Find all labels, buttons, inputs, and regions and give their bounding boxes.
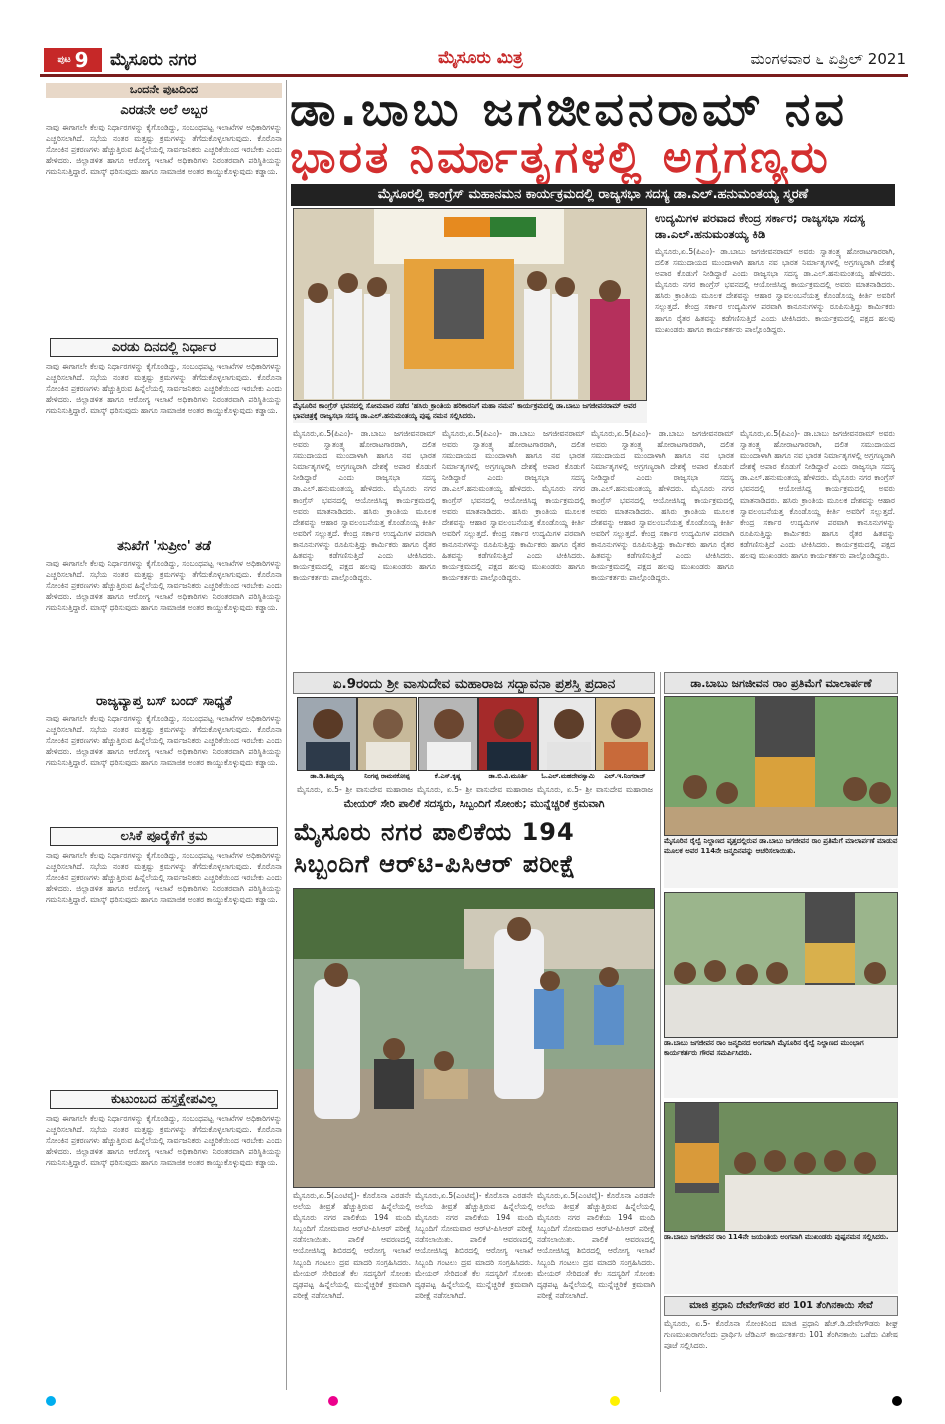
page-number: 9 xyxy=(74,48,89,72)
cyan-mark xyxy=(46,1396,56,1406)
award-name-5: ಓ.ಎಲ್.ಮಹದೇವಸ್ವಾಮಿ xyxy=(541,772,595,780)
main-headline-line1: ಡಾ.ಬಾಬು ಜಗಜೀವನರಾಮ್ ನವ xyxy=(290,82,848,134)
award-portrait-2 xyxy=(357,697,417,771)
award-portrait-4 xyxy=(478,697,538,771)
award-body-2: ಮೈಸೂರು, ಏ.5- ಶ್ರೀ ವಾಸುದೇವ ಮಹಾರಾಜ xyxy=(417,785,533,794)
issue-date: ಮಂಗಳವಾರ ೬ ಏಪ್ರಿಲ್ 2021 xyxy=(750,50,906,68)
rtpcr-photo xyxy=(293,888,655,1188)
award-name-4: ಡಾ.ಬಿ.ವಿ.ಮೂರ್ತಿ xyxy=(488,772,528,780)
black-mark xyxy=(892,1396,902,1406)
portrait-image xyxy=(419,698,478,771)
column-rule-right xyxy=(660,672,661,1392)
award-name-2: ನಿಂಗಪ್ಪ ರಾಮನಕೋಪ್ಪ xyxy=(364,772,410,780)
award-name-3: ಕೆ.ಎಸ್.ಕೃಷ್ಣ xyxy=(434,772,462,780)
left-body-2: ನಾವು ಈಗಾಗಲೇ ಕೆಲವು ನಿರ್ಧಾರಗಳನ್ನು ಕೈಗೊಂಡಿದ್ದು, ಸಂಬಂಧಪಟ್ಟ ಇಲಾಖೆಗಳ ಅಧಿಕಾರಿಗಳನ್ನು ಎಚ್ಚರಿಸಲಾಗಿದೆ. ಸಭೆಯ ನಂತರ ಮತ್ತಷ್ಟು ಕ್ರಮಗಳನ್ನು ತೆಗೆದುಕೊಳ್ಳಲಾಗುವುದು. ಕೊರೊನಾ ಸೋಂಕಿನ ಪ್ರಕರಣಗಳು ಹೆಚ್ಚುತ್ತಿರುವ ಹಿನ್ನೆಲೆಯಲ್ಲಿ ಸಾರ್ವಜನಿಕರು ಎಚ್ಚರಿಕೆಯಿಂದ ಇರಬೇಕು ಎಂದು ಹೇಳಿದರು. ಜಿಲ್ಲಾಡಳಿತ ಹಾಗೂ ಆರೋಗ್ಯ ಇಲಾಖೆ ಅಧಿಕಾರಿಗಳು ನಿರಂತರವಾಗಿ ಪರಿಸ್ಥಿತಿಯನ್ನು ಗಮನಿಸುತ್ತಿದ್ದಾರೆ. ಮಾಸ್ಕ್ ಧರಿಸುವುದು ಹಾಗೂ ಸಾಮಾಜಿಕ ಅಂತರ ಕಾಯ್ದುಕೊಳ್ಳುವುದು ಕಡ್ಡಾಯ. xyxy=(46,362,282,416)
main-strap: ಮೈಸೂರಲ್ಲಿ ಕಾಂಗ್ರೆಸ್ ಮಹಾನಮನ ಕಾರ್ಯಕ್ರಮದಲ್ಲಿ ರಾಜ್ಯಸಭಾ ಸದಸ್ಯ ಡಾ.ಎಲ್.ಹನುಮಂತಯ್ಯ ಸ್ಮರಣೆ xyxy=(291,184,895,206)
award-name-6: ಎಲ್.ಇ.ನಿಂಗರಾಜ್ xyxy=(604,772,646,780)
award-portrait-6 xyxy=(595,697,655,771)
award-portrait-5 xyxy=(538,697,598,771)
section-title: ಮೈಸೂರು ನಗರ xyxy=(110,50,197,70)
main-body-col1: ಮೈಸೂರು,ಏ.5(ಪಿಎಂ)- ಡಾ.ಬಾಬು ಜಗಜೀವನರಾಮ್ ಅವರು ಸ್ವಾತಂತ್ರ್ಯ ಹೋರಾಟಗಾರರಾಗಿ, ದಲಿತ ಸಮುದಾಯದ ಮುಂದಾಳಾಗಿ ಹಾಗೂ ನವ ಭಾರತ ನಿರ್ಮಾತೃಗಳಲ್ಲಿ ಅಗ್ರಗಣ್ಯರಾಗಿ ದೇಶಕ್ಕೆ ಅಪಾರ ಕೊಡುಗೆ ನೀಡಿದ್ದಾರೆ ಎಂದು ರಾಜ್ಯಸಭಾ ಸದಸ್ಯ ಡಾ.ಎಲ್.ಹನುಮಂತಯ್ಯ ಹೇಳಿದರು. ಮೈಸೂರು ನಗರ ಕಾಂಗ್ರೆಸ್ ಭವನದಲ್ಲಿ ಆಯೋಜಿಸಿದ್ದ ಕಾರ್ಯಕ್ರಮದಲ್ಲಿ ಅವರು ಮಾತನಾಡಿದರು. ಹಸಿರು ಕ್ರಾಂತಿಯ ಮೂಲಕ ದೇಶವನ್ನು ಆಹಾರ ಸ್ವಾವಲಂಬನೆಯತ್ತ ಕೊಂಡೊಯ್ದ ಕೀರ್ತಿ ಅವರಿಗೆ ಸಲ್ಲುತ್ತದೆ. ಕೇಂದ್ರ ಸರ್ಕಾರ ಉದ್ಯಮಿಗಳ ಪರವಾಗಿ ಕಾನೂನುಗಳನ್ನು ರೂಪಿಸುತ್ತಿದ್ದು ಕಾರ್ಮಿಕರು ಹಾಗೂ ರೈತರ ಹಿತವನ್ನು ಕಡೆಗಣಿಸುತ್ತಿದೆ ಎಂದು ಟೀಕಿಸಿದರು. ಕಾರ್ಯಕ್ರಮದಲ್ಲಿ ಪಕ್ಷದ ಹಲವು ಮುಖಂಡರು ಹಾಗೂ ಕಾರ್ಯಕರ್ತರು ಪಾಲ್ಗೊಂಡಿದ್ದರು. xyxy=(293,429,436,583)
magenta-mark xyxy=(328,1396,338,1406)
award-head: ಏ.9ರಂದು ಶ್ರೀ ವಾಸುದೇವ ಮಹಾರಾಜ ಸದ್ಭಾವನಾ ಪ್ರಶಸ್ತಿ ಪ್ರದಾನ xyxy=(293,672,655,694)
left-column xyxy=(46,99,282,1389)
rtpcr-body-col1: ಮೈಸೂರು,ಏ.5(ಎಂಟಿವೈ)- ಕೊರೊನಾ ಎರಡನೇ ಅಲೆಯ ತೀವ್ರತೆ ಹೆಚ್ಚುತ್ತಿರುವ ಹಿನ್ನೆಲೆಯಲ್ಲಿ ಮೈಸೂರು ನಗರ ಪಾಲಿಕೆಯ 194 ಮಂದಿ ಸಿಬ್ಬಂದಿಗೆ ಸೋಮವಾರ ಆರ್‌ಟಿ-ಪಿಸಿಆರ್ ಪರೀಕ್ಷೆ ನಡೆಸಲಾಯಿತು. ಪಾಲಿಕೆ ಆವರಣದಲ್ಲಿ ಆಯೋಜಿಸಿದ್ದ ಶಿಬಿರದಲ್ಲಿ ಆರೋಗ್ಯ ಇಲಾಖೆ ಸಿಬ್ಬಂದಿ ಗಂಟಲು ದ್ರವ ಮಾದರಿ ಸಂಗ್ರಹಿಸಿದರು. ಮೇಯರ್ ಸೇರಿದಂತೆ ಕೆಲ ಸದಸ್ಯರಿಗೆ ಸೋಂಕು ದೃಢಪಟ್ಟ ಹಿನ್ನೆಲೆಯಲ್ಲಿ ಮುನ್ನೆಚ್ಚರಿಕೆ ಕ್ರಮವಾಗಿ ಪರೀಕ್ಷೆ ನಡೆಸಲಾಗಿದೆ. xyxy=(293,1191,411,1300)
statue-photo-1 xyxy=(664,696,898,836)
portrait-image xyxy=(539,698,598,771)
portrait-image xyxy=(358,698,417,771)
masthead: ಮೈಸೂರು ಮಿತ್ರ xyxy=(438,48,523,68)
main-body-col2: ಮೈಸೂರು,ಏ.5(ಪಿಎಂ)- ಡಾ.ಬಾಬು ಜಗಜೀವನರಾಮ್ ಅವರು ಸ್ವಾತಂತ್ರ್ಯ ಹೋರಾಟಗಾರರಾಗಿ, ದಲಿತ ಸಮುದಾಯದ ಮುಂದಾಳಾಗಿ ಹಾಗೂ ನವ ಭಾರತ ನಿರ್ಮಾತೃಗಳಲ್ಲಿ ಅಗ್ರಗಣ್ಯರಾಗಿ ದೇಶಕ್ಕೆ ಅಪಾರ ಕೊಡುಗೆ ನೀಡಿದ್ದಾರೆ ಎಂದು ರಾಜ್ಯಸಭಾ ಸದಸ್ಯ ಡಾ.ಎಲ್.ಹನುಮಂತಯ್ಯ ಹೇಳಿದರು. ಮೈಸೂರು ನಗರ ಕಾಂಗ್ರೆಸ್ ಭವನದಲ್ಲಿ ಆಯೋಜಿಸಿದ್ದ ಕಾರ್ಯಕ್ರಮದಲ್ಲಿ ಅವರು ಮಾತನಾಡಿದರು. ಹಸಿರು ಕ್ರಾಂತಿಯ ಮೂಲಕ ದೇಶವನ್ನು ಆಹಾರ ಸ್ವಾವಲಂಬನೆಯತ್ತ ಕೊಂಡೊಯ್ದ ಕೀರ್ತಿ ಅವರಿಗೆ ಸಲ್ಲುತ್ತದೆ. ಕೇಂದ್ರ ಸರ್ಕಾರ ಉದ್ಯಮಿಗಳ ಪರವಾಗಿ ಕಾನೂನುಗಳನ್ನು ರೂಪಿಸುತ್ತಿದ್ದು ಕಾರ್ಮಿಕರು ಹಾಗೂ ರೈತರ ಹಿತವನ್ನು ಕಡೆಗಣಿಸುತ್ತಿದೆ ಎಂದು ಟೀಕಿಸಿದರು. ಕಾರ್ಯಕ್ರಮದಲ್ಲಿ ಪಕ್ಷದ ಹಲವು ಮುಖಂಡರು ಹಾಗೂ ಕಾರ್ಯಕರ್ತರು ಪಾಲ್ಗೊಂಡಿದ್ದರು. xyxy=(442,429,585,583)
header-rule xyxy=(40,74,908,77)
award-body-1: ಮೈಸೂರು, ಏ.5- ಶ್ರೀ ವಾಸುದೇವ ಮಹಾರಾಜ xyxy=(297,785,413,794)
main-photo-image xyxy=(294,209,647,401)
statue-photo-2 xyxy=(664,892,898,1038)
statue-caption-3: ಡಾ.ಬಾಬು ಜಗಜೀವನ ರಾಂ 114ನೇ ಜಯಂತಿಯ ಅಂಗವಾಗಿ ಮುಖಂಡರು ಪುಷ್ಪನಮನ ಸಲ್ಲಿಸಿದರು. xyxy=(664,1232,898,1294)
page-header xyxy=(40,44,908,74)
column-rule xyxy=(286,80,287,1390)
statue-caption-1: ಮೈಸೂರಿನ ರೈಲ್ವೆ ನಿಲ್ದಾಣದ ವೃತ್ತದಲ್ಲಿರುವ ಡಾ.ಬಾಬು ಜಗಜೀವನ ರಾಂ ಪ್ರತಿಮೆಗೆ ಮಾಲಾರ್ಪಣೆ ಮಾಡುವ ಮೂಲಕ ಅವರ 114ನೇ ಜನ್ಮದಿನವನ್ನು ಆಚರಿಸಲಾಯಿತು. xyxy=(664,836,898,888)
print-marks xyxy=(40,1394,908,1408)
left-head-5: ಲಸಿಕೆ ಪೂರೈಕೆಗೆ ಕ್ರಮ xyxy=(50,827,278,846)
left-head-6: ಕುಟುಂಬದ ಹಸ್ತಕ್ಷೇಪವಿಲ್ಲ xyxy=(50,1090,278,1109)
coconut-head: ಮಾಜಿ ಪ್ರಧಾನಿ ದೇವೇಗೌಡರ ಪರ 101 ತೆಂಗಿನಕಾಯಿ ಸೇವೆ xyxy=(664,1296,898,1316)
yellow-mark xyxy=(610,1396,620,1406)
main-headline-line2: ಭಾರತ ನಿರ್ಮಾತೃಗಳಲ್ಲಿ ಅಗ್ರಗಣ್ಯರು xyxy=(290,132,831,183)
statue-photo-2-image xyxy=(665,893,898,1038)
page-word: ಪುಟ xyxy=(57,55,71,65)
statue-photo-3 xyxy=(664,1102,898,1232)
left-body-6: ನಾವು ಈಗಾಗಲೇ ಕೆಲವು ನಿರ್ಧಾರಗಳನ್ನು ಕೈಗೊಂಡಿದ್ದು, ಸಂಬಂಧಪಟ್ಟ ಇಲಾಖೆಗಳ ಅಧಿಕಾರಿಗಳನ್ನು ಎಚ್ಚರಿಸಲಾಗಿದೆ. ಸಭೆಯ ನಂತರ ಮತ್ತಷ್ಟು ಕ್ರಮಗಳನ್ನು ತೆಗೆದುಕೊಳ್ಳಲಾಗುವುದು. ಕೊರೊನಾ ಸೋಂಕಿನ ಪ್ರಕರಣಗಳು ಹೆಚ್ಚುತ್ತಿರುವ ಹಿನ್ನೆಲೆಯಲ್ಲಿ ಸಾರ್ವಜನಿಕರು ಎಚ್ಚರಿಕೆಯಿಂದ ಇರಬೇಕು ಎಂದು ಹೇಳಿದರು. ಜಿಲ್ಲಾಡಳಿತ ಹಾಗೂ ಆರೋಗ್ಯ ಇಲಾಖೆ ಅಧಿಕಾರಿಗಳು ನಿರಂತರವಾಗಿ ಪರಿಸ್ಥಿತಿಯನ್ನು ಗಮನಿಸುತ್ತಿದ್ದಾರೆ. ಮಾಸ್ಕ್ ಧರಿಸುವುದು ಹಾಗೂ ಸಾಮಾಜಿಕ ಅಂತರ ಕಾಯ್ದುಕೊಳ್ಳುವುದು ಕಡ್ಡಾಯ. xyxy=(46,1114,282,1168)
rtpcr-photo-image xyxy=(294,889,655,1188)
portrait-image xyxy=(298,698,357,771)
main-photo-caption: ಮೈಸೂರಿನ ಕಾಂಗ್ರೆಸ್ ಭವನದಲ್ಲಿ ಸೋಮವಾರ ನಡೆದ 'ಹಸಿರು ಕ್ರಾಂತಿಯ ಹರಿಕಾರನಿಗೆ ಮಹಾ ನಮನ' ಕಾರ್ಯಕ್ರಮದಲ್ಲಿ ಡಾ.ಬಾಬು ಜಗಜೀವನರಾಮ್ ಅವರ ಭಾವಚಿತ್ರಕ್ಕೆ ರಾಜ್ಯಸಭಾ ಸದಸ್ಯ ಡಾ.ಎಲ್.ಹನುಮಂತಯ್ಯ ಪುಷ್ಪ ನಮನ ಸಲ್ಲಿಸಿದರು. xyxy=(293,401,647,423)
rtpcr-kicker: ಮೇಯರ್ ಸೇರಿ ಪಾಲಿಕೆ ಸದಸ್ಯರು, ಸಿಬ್ಬಂದಿಗೆ ಸೋಂಕು; ಮುನ್ನೆಚ್ಚರಿಕೆ ಕ್ರಮವಾಗಿ xyxy=(343,798,605,810)
statue-caption-2: ಡಾ.ಬಾಬು ಜಗಜೀವನ ರಾಂ ಜನ್ಮದಿನದ ಅಂಗವಾಗಿ ಮೈಸೂರಿನ ರೈಲ್ವೆ ನಿಲ್ದಾಣದ ಮುಂಭಾಗ ಕಾರ್ಯಕರ್ತರು ಗೌರವ ಸಮರ್ಪಿಸಿದರು. xyxy=(664,1038,898,1098)
main-sidebar-head: ಉದ್ಯಮಿಗಳ ಪರವಾದ ಕೇಂದ್ರ ಸರ್ಕಾರ; ರಾಜ್ಯಸಭಾ ಸದಸ್ಯ ಡಾ.ಎಲ್.ಹನುಮಂತಯ್ಯ ಕಿಡಿ xyxy=(655,211,865,241)
rtpcr-body-col2: ಮೈಸೂರು,ಏ.5(ಎಂಟಿವೈ)- ಕೊರೊನಾ ಎರಡನೇ ಅಲೆಯ ತೀವ್ರತೆ ಹೆಚ್ಚುತ್ತಿರುವ ಹಿನ್ನೆಲೆಯಲ್ಲಿ ಮೈಸೂರು ನಗರ ಪಾಲಿಕೆಯ 194 ಮಂದಿ ಸಿಬ್ಬಂದಿಗೆ ಸೋಮವಾರ ಆರ್‌ಟಿ-ಪಿಸಿಆರ್ ಪರೀಕ್ಷೆ ನಡೆಸಲಾಯಿತು. ಪಾಲಿಕೆ ಆವರಣದಲ್ಲಿ ಆಯೋಜಿಸಿದ್ದ ಶಿಬಿರದಲ್ಲಿ ಆರೋಗ್ಯ ಇಲಾಖೆ ಸಿಬ್ಬಂದಿ ಗಂಟಲು ದ್ರವ ಮಾದರಿ ಸಂಗ್ರಹಿಸಿದರು. ಮೇಯರ್ ಸೇರಿದಂತೆ ಕೆಲ ಸದಸ್ಯರಿಗೆ ಸೋಂಕು ದೃಢಪಟ್ಟ ಹಿನ್ನೆಲೆಯಲ್ಲಿ ಮುನ್ನೆಚ್ಚರಿಕೆ ಕ್ರಮವಾಗಿ ಪರೀಕ್ಷೆ ನಡೆಸಲಾಗಿದೆ. xyxy=(415,1191,533,1300)
award-portrait-3 xyxy=(418,697,478,771)
left-head-2: ಎರಡು ದಿನದಲ್ಲಿ ನಿರ್ಧಾರ xyxy=(50,338,278,357)
left-body-3: ನಾವು ಈಗಾಗಲೇ ಕೆಲವು ನಿರ್ಧಾರಗಳನ್ನು ಕೈಗೊಂಡಿದ್ದು, ಸಂಬಂಧಪಟ್ಟ ಇಲಾಖೆಗಳ ಅಧಿಕಾರಿಗಳನ್ನು ಎಚ್ಚರಿಸಲಾಗಿದೆ. ಸಭೆಯ ನಂತರ ಮತ್ತಷ್ಟು ಕ್ರಮಗಳನ್ನು ತೆಗೆದುಕೊಳ್ಳಲಾಗುವುದು. ಕೊರೊನಾ ಸೋಂಕಿನ ಪ್ರಕರಣಗಳು ಹೆಚ್ಚುತ್ತಿರುವ ಹಿನ್ನೆಲೆಯಲ್ಲಿ ಸಾರ್ವಜನಿಕರು ಎಚ್ಚರಿಕೆಯಿಂದ ಇರಬೇಕು ಎಂದು ಹೇಳಿದರು. ಜಿಲ್ಲಾಡಳಿತ ಹಾಗೂ ಆರೋಗ್ಯ ಇಲಾಖೆ ಅಧಿಕಾರಿಗಳು ನಿರಂತರವಾಗಿ ಪರಿಸ್ಥಿತಿಯನ್ನು ಗಮನಿಸುತ್ತಿದ್ದಾರೆ. ಮಾಸ್ಕ್ ಧರಿಸುವುದು ಹಾಗೂ ಸಾಮಾಜಿಕ ಅಂತರ ಕಾಯ್ದುಕೊಳ್ಳುವುದು ಕಡ್ಡಾಯ. xyxy=(46,559,282,613)
left-head-4: ರಾಜ್ಯವ್ಯಾಪ್ತ ಬಸ್ ಬಂದ್ ಸಾಧ್ಯತೆ xyxy=(96,694,232,709)
continued-label: ಒಂದನೇ ಪುಟದಿಂದ xyxy=(46,83,282,98)
page-number-badge xyxy=(44,48,102,72)
statue-head: ಡಾ.ಬಾಬು ಜಗಜೀವನ ರಾಂ ಪ್ರತಿಮೆಗೆ ಮಾಲಾರ್ಪಣೆ xyxy=(664,672,898,694)
award-portrait-1 xyxy=(297,697,357,771)
award-name-1: ಡಾ.ಡಿ.ತಿಮ್ಮಯ್ಯ xyxy=(310,772,344,780)
main-sidebar-body: ಮೈಸೂರು,ಏ.5(ಪಿಎಂ)- ಡಾ.ಬಾಬು ಜಗಜೀವನರಾಮ್ ಅವರು ಸ್ವಾತಂತ್ರ್ಯ ಹೋರಾಟಗಾರರಾಗಿ, ದಲಿತ ಸಮುದಾಯದ ಮುಂದಾಳಾಗಿ ಹಾಗೂ ನವ ಭಾರತ ನಿರ್ಮಾತೃಗಳಲ್ಲಿ ಅಗ್ರಗಣ್ಯರಾಗಿ ದೇಶಕ್ಕೆ ಅಪಾರ ಕೊಡುಗೆ ನೀಡಿದ್ದಾರೆ ಎಂದು ರಾಜ್ಯಸಭಾ ಸದಸ್ಯ ಡಾ.ಎಲ್.ಹನುಮಂತಯ್ಯ ಹೇಳಿದರು. ಮೈಸೂರು ನಗರ ಕಾಂಗ್ರೆಸ್ ಭವನದಲ್ಲಿ ಆಯೋಜಿಸಿದ್ದ ಕಾರ್ಯಕ್ರಮದಲ್ಲಿ ಅವರು ಮಾತನಾಡಿದರು. ಹಸಿರು ಕ್ರಾಂತಿಯ ಮೂಲಕ ದೇಶವನ್ನು ಆಹಾರ ಸ್ವಾವಲಂಬನೆಯತ್ತ ಕೊಂಡೊಯ್ದ ಕೀರ್ತಿ ಅವರಿಗೆ ಸಲ್ಲುತ್ತದೆ. ಕೇಂದ್ರ ಸರ್ಕಾರ ಉದ್ಯಮಿಗಳ ಪರವಾಗಿ ಕಾನೂನುಗಳನ್ನು ರೂಪಿಸುತ್ತಿದ್ದು ಕಾರ್ಮಿಕರು ಹಾಗೂ ರೈತರ ಹಿತವನ್ನು ಕಡೆಗಣಿಸುತ್ತಿದೆ ಎಂದು ಟೀಕಿಸಿದರು. ಕಾರ್ಯಕ್ರಮದಲ್ಲಿ ಪಕ್ಷದ ಹಲವು ಮುಖಂಡರು ಹಾಗೂ ಕಾರ್ಯಕರ್ತರು ಪಾಲ್ಗೊಂಡಿದ್ದರು. xyxy=(655,247,895,334)
left-head-3: ತನಿಖೆಗೆ 'ಸುಪ್ರೀಂ' ತಡೆ xyxy=(117,539,211,554)
statue-photo-3-image xyxy=(665,1103,898,1232)
award-body-3: ಮೈಸೂರು, ಏ.5- ಶ್ರೀ ವಾಸುದೇವ ಮಹಾರಾಜ xyxy=(537,785,653,794)
left-head-1: ಎರಡನೇ ಅಲೆ ಅಬ್ಬರ xyxy=(120,103,208,118)
rtpcr-headline-line2: ಸಿಬ್ಬಂದಿಗೆ ಆರ್‌ಟಿ-ಪಿಸಿಆರ್ ಪರೀಕ್ಷೆ xyxy=(294,850,577,878)
rtpcr-body-col3: ಮೈಸೂರು,ಏ.5(ಎಂಟಿವೈ)- ಕೊರೊನಾ ಎರಡನೇ ಅಲೆಯ ತೀವ್ರತೆ ಹೆಚ್ಚುತ್ತಿರುವ ಹಿನ್ನೆಲೆಯಲ್ಲಿ ಮೈಸೂರು ನಗರ ಪಾಲಿಕೆಯ 194 ಮಂದಿ ಸಿಬ್ಬಂದಿಗೆ ಸೋಮವಾರ ಆರ್‌ಟಿ-ಪಿಸಿಆರ್ ಪರೀಕ್ಷೆ ನಡೆಸಲಾಯಿತು. ಪಾಲಿಕೆ ಆವರಣದಲ್ಲಿ ಆಯೋಜಿಸಿದ್ದ ಶಿಬಿರದಲ್ಲಿ ಆರೋಗ್ಯ ಇಲಾಖೆ ಸಿಬ್ಬಂದಿ ಗಂಟಲು ದ್ರವ ಮಾದರಿ ಸಂಗ್ರಹಿಸಿದರು. ಮೇಯರ್ ಸೇರಿದಂತೆ ಕೆಲ ಸದಸ್ಯರಿಗೆ ಸೋಂಕು ದೃಢಪಟ್ಟ ಹಿನ್ನೆಲೆಯಲ್ಲಿ ಮುನ್ನೆಚ್ಚರಿಕೆ ಕ್ರಮವಾಗಿ ಪರೀಕ್ಷೆ ನಡೆಸಲಾಗಿದೆ. xyxy=(537,1191,655,1300)
main-body-col4: ಮೈಸೂರು,ಏ.5(ಪಿಎಂ)- ಡಾ.ಬಾಬು ಜಗಜೀವನರಾಮ್ ಅವರು ಸ್ವಾತಂತ್ರ್ಯ ಹೋರಾಟಗಾರರಾಗಿ, ದಲಿತ ಸಮುದಾಯದ ಮುಂದಾಳಾಗಿ ಹಾಗೂ ನವ ಭಾರತ ನಿರ್ಮಾತೃಗಳಲ್ಲಿ ಅಗ್ರಗಣ್ಯರಾಗಿ ದೇಶಕ್ಕೆ ಅಪಾರ ಕೊಡುಗೆ ನೀಡಿದ್ದಾರೆ ಎಂದು ರಾಜ್ಯಸಭಾ ಸದಸ್ಯ ಡಾ.ಎಲ್.ಹನುಮಂತಯ್ಯ ಹೇಳಿದರು. ಮೈಸೂರು ನಗರ ಕಾಂಗ್ರೆಸ್ ಭವನದಲ್ಲಿ ಆಯೋಜಿಸಿದ್ದ ಕಾರ್ಯಕ್ರಮದಲ್ಲಿ ಅವರು ಮಾತನಾಡಿದರು. ಹಸಿರು ಕ್ರಾಂತಿಯ ಮೂಲಕ ದೇಶವನ್ನು ಆಹಾರ ಸ್ವಾವಲಂಬನೆಯತ್ತ ಕೊಂಡೊಯ್ದ ಕೀರ್ತಿ ಅವರಿಗೆ ಸಲ್ಲುತ್ತದೆ. ಕೇಂದ್ರ ಸರ್ಕಾರ ಉದ್ಯಮಿಗಳ ಪರವಾಗಿ ಕಾನೂನುಗಳನ್ನು ರೂಪಿಸುತ್ತಿದ್ದು ಕಾರ್ಮಿಕರು ಹಾಗೂ ರೈತರ ಹಿತವನ್ನು ಕಡೆಗಣಿಸುತ್ತಿದೆ ಎಂದು ಟೀಕಿಸಿದರು. ಕಾರ್ಯಕ್ರಮದಲ್ಲಿ ಪಕ್ಷದ ಹಲವು ಮುಖಂಡರು ಹಾಗೂ ಕಾರ್ಯಕರ್ತರು ಪಾಲ್ಗೊಂಡಿದ್ದರು. xyxy=(740,429,895,561)
portrait-image xyxy=(479,698,538,771)
main-photo xyxy=(293,208,647,401)
left-body-5: ನಾವು ಈಗಾಗಲೇ ಕೆಲವು ನಿರ್ಧಾರಗಳನ್ನು ಕೈಗೊಂಡಿದ್ದು, ಸಂಬಂಧಪಟ್ಟ ಇಲಾಖೆಗಳ ಅಧಿಕಾರಿಗಳನ್ನು ಎಚ್ಚರಿಸಲಾಗಿದೆ. ಸಭೆಯ ನಂತರ ಮತ್ತಷ್ಟು ಕ್ರಮಗಳನ್ನು ತೆಗೆದುಕೊಳ್ಳಲಾಗುವುದು. ಕೊರೊನಾ ಸೋಂಕಿನ ಪ್ರಕರಣಗಳು ಹೆಚ್ಚುತ್ತಿರುವ ಹಿನ್ನೆಲೆಯಲ್ಲಿ ಸಾರ್ವಜನಿಕರು ಎಚ್ಚರಿಕೆಯಿಂದ ಇರಬೇಕು ಎಂದು ಹೇಳಿದರು. ಜಿಲ್ಲಾಡಳಿತ ಹಾಗೂ ಆರೋಗ್ಯ ಇಲಾಖೆ ಅಧಿಕಾರಿಗಳು ನಿರಂತರವಾಗಿ ಪರಿಸ್ಥಿತಿಯನ್ನು ಗಮನಿಸುತ್ತಿದ್ದಾರೆ. ಮಾಸ್ಕ್ ಧರಿಸುವುದು ಹಾಗೂ ಸಾಮಾಜಿಕ ಅಂತರ ಕಾಯ್ದುಕೊಳ್ಳುವುದು ಕಡ್ಡಾಯ. xyxy=(46,851,282,905)
left-body-1: ನಾವು ಈಗಾಗಲೇ ಕೆಲವು ನಿರ್ಧಾರಗಳನ್ನು ಕೈಗೊಂಡಿದ್ದು, ಸಂಬಂಧಪಟ್ಟ ಇಲಾಖೆಗಳ ಅಧಿಕಾರಿಗಳನ್ನು ಎಚ್ಚರಿಸಲಾಗಿದೆ. ಸಭೆಯ ನಂತರ ಮತ್ತಷ್ಟು ಕ್ರಮಗಳನ್ನು ತೆಗೆದುಕೊಳ್ಳಲಾಗುವುದು. ಕೊರೊನಾ ಸೋಂಕಿನ ಪ್ರಕರಣಗಳು ಹೆಚ್ಚುತ್ತಿರುವ ಹಿನ್ನೆಲೆಯಲ್ಲಿ ಸಾರ್ವಜನಿಕರು ಎಚ್ಚರಿಕೆಯಿಂದ ಇರಬೇಕು ಎಂದು ಹೇಳಿದರು. ಜಿಲ್ಲಾಡಳಿತ ಹಾಗೂ ಆರೋಗ್ಯ ಇಲಾಖೆ ಅಧಿಕಾರಿಗಳು ನಿರಂತರವಾಗಿ ಪರಿಸ್ಥಿತಿಯನ್ನು ಗಮನಿಸುತ್ತಿದ್ದಾರೆ. ಮಾಸ್ಕ್ ಧರಿಸುವುದು ಹಾಗೂ ಸಾಮಾಜಿಕ ಅಂತರ ಕಾಯ್ದುಕೊಳ್ಳುವುದು ಕಡ್ಡಾಯ. xyxy=(46,123,282,177)
rtpcr-headline-line1: ಮೈಸೂರು ನಗರ ಪಾಲಿಕೆಯ 194 xyxy=(294,818,575,846)
left-body-4: ನಾವು ಈಗಾಗಲೇ ಕೆಲವು ನಿರ್ಧಾರಗಳನ್ನು ಕೈಗೊಂಡಿದ್ದು, ಸಂಬಂಧಪಟ್ಟ ಇಲಾಖೆಗಳ ಅಧಿಕಾರಿಗಳನ್ನು ಎಚ್ಚರಿಸಲಾಗಿದೆ. ಸಭೆಯ ನಂತರ ಮತ್ತಷ್ಟು ಕ್ರಮಗಳನ್ನು ತೆಗೆದುಕೊಳ್ಳಲಾಗುವುದು. ಕೊರೊನಾ ಸೋಂಕಿನ ಪ್ರಕರಣಗಳು ಹೆಚ್ಚುತ್ತಿರುವ ಹಿನ್ನೆಲೆಯಲ್ಲಿ ಸಾರ್ವಜನಿಕರು ಎಚ್ಚರಿಕೆಯಿಂದ ಇರಬೇಕು ಎಂದು ಹೇಳಿದರು. ಜಿಲ್ಲಾಡಳಿತ ಹಾಗೂ ಆರೋಗ್ಯ ಇಲಾಖೆ ಅಧಿಕಾರಿಗಳು ನಿರಂತರವಾಗಿ ಪರಿಸ್ಥಿತಿಯನ್ನು ಗಮನಿಸುತ್ತಿದ್ದಾರೆ. ಮಾಸ್ಕ್ ಧರಿಸುವುದು ಹಾಗೂ ಸಾಮಾಜಿಕ ಅಂತರ ಕಾಯ್ದುಕೊಳ್ಳುವುದು ಕಡ್ಡಾಯ. xyxy=(46,714,282,768)
main-body-col3: ಮೈಸೂರು,ಏ.5(ಪಿಎಂ)- ಡಾ.ಬಾಬು ಜಗಜೀವನರಾಮ್ ಅವರು ಸ್ವಾತಂತ್ರ್ಯ ಹೋರಾಟಗಾರರಾಗಿ, ದಲಿತ ಸಮುದಾಯದ ಮುಂದಾಳಾಗಿ ಹಾಗೂ ನವ ಭಾರತ ನಿರ್ಮಾತೃಗಳಲ್ಲಿ ಅಗ್ರಗಣ್ಯರಾಗಿ ದೇಶಕ್ಕೆ ಅಪಾರ ಕೊಡುಗೆ ನೀಡಿದ್ದಾರೆ ಎಂದು ರಾಜ್ಯಸಭಾ ಸದಸ್ಯ ಡಾ.ಎಲ್.ಹನುಮಂತಯ್ಯ ಹೇಳಿದರು. ಮೈಸೂರು ನಗರ ಕಾಂಗ್ರೆಸ್ ಭವನದಲ್ಲಿ ಆಯೋಜಿಸಿದ್ದ ಕಾರ್ಯಕ್ರಮದಲ್ಲಿ ಅವರು ಮಾತನಾಡಿದರು. ಹಸಿರು ಕ್ರಾಂತಿಯ ಮೂಲಕ ದೇಶವನ್ನು ಆಹಾರ ಸ್ವಾವಲಂಬನೆಯತ್ತ ಕೊಂಡೊಯ್ದ ಕೀರ್ತಿ ಅವರಿಗೆ ಸಲ್ಲುತ್ತದೆ. ಕೇಂದ್ರ ಸರ್ಕಾರ ಉದ್ಯಮಿಗಳ ಪರವಾಗಿ ಕಾನೂನುಗಳನ್ನು ರೂಪಿಸುತ್ತಿದ್ದು ಕಾರ್ಮಿಕರು ಹಾಗೂ ರೈತರ ಹಿತವನ್ನು ಕಡೆಗಣಿಸುತ್ತಿದೆ ಎಂದು ಟೀಕಿಸಿದರು. ಕಾರ್ಯಕ್ರಮದಲ್ಲಿ ಪಕ್ಷದ ಹಲವು ಮುಖಂಡರು ಹಾಗೂ ಕಾರ್ಯಕರ್ತರು ಪಾಲ್ಗೊಂಡಿದ್ದರು. xyxy=(591,429,734,583)
statue-photo-1-image xyxy=(665,697,898,836)
coconut-body: ಮೈಸೂರು, ಏ.5- ಕೊರೊನಾ ಸೋಂಕಿನಿಂದ ಮಾಜಿ ಪ್ರಧಾನಿ ಹೆಚ್.ಡಿ.ದೇವೇಗೌಡರು ಶೀಘ್ರ ಗುಣಮುಖರಾಗಲೆಂದು ಪ್ರಾರ್ಥಿಸಿ ಜೆಡಿಎಸ್ ಕಾರ್ಯಕರ್ತರು 101 ತೆಂಗಿನಕಾಯಿ ಒಡೆದು ವಿಶೇಷ ಪೂಜೆ ಸಲ್ಲಿಸಿದರು. xyxy=(664,1319,898,1351)
portrait-image xyxy=(596,698,655,771)
